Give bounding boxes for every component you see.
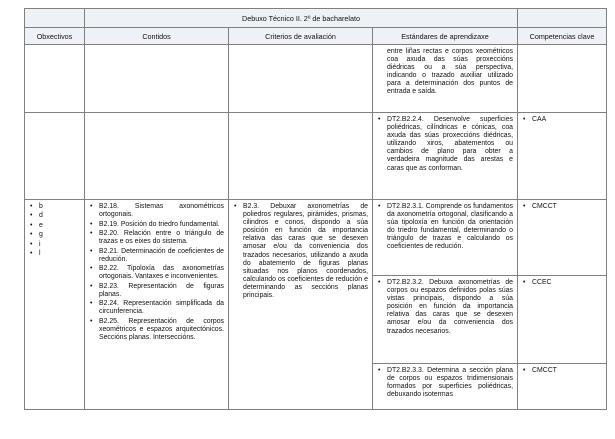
- title-spacer: [25, 9, 85, 28]
- curriculum-table: [24, 8, 607, 410]
- standard-cell: entre liñas rectas e corpos xeométricos coa axuda das súas proxeccións diédricas ou a súa perspectiva, indicando o trazado auxiliar utilizado para a determinación dos puntos de entrada e saída.: [373, 45, 518, 113]
- criterion-item: • B2.3. Debuxar axonometrías de poliedros regulares, pirámides, prismas, cilindros e conos, dispondo a súa posición en función da importancia relativa das caras que se desexen amosar e/ou da conveniencia dos trazados necesarios, utilizando a axuda do abatemento de figuras planas situadas nos planos coordenados, calculando os coeficientes de redución e determinando as seccións planas principais.: [233, 203, 368, 300]
- content-item: • B2.22. Tipoloxía das axonometrías ortogonais. Vantaxes e inconvenientes.: [89, 265, 224, 281]
- objective-item: • i: [29, 241, 80, 249]
- title-row: [25, 9, 607, 28]
- content-item: • B2.24. Representación simplificada da circunferencia.: [89, 300, 224, 316]
- competence-item: • CCEC: [522, 279, 602, 287]
- objective-item: • b: [29, 203, 80, 211]
- table-row: [25, 200, 607, 276]
- competence-cell: [518, 113, 607, 200]
- header-row: [25, 28, 607, 45]
- objective-item: • e: [29, 222, 80, 230]
- criteria-cell: [229, 200, 373, 410]
- content-item: • B2.18. Sistemas axonométricos ortogonais.: [89, 203, 224, 219]
- header-criteria: Criterios de avaliación: [229, 28, 373, 45]
- content-item: • B2.20. Relación entre o triángulo de trazas e os eixes do sistema.: [89, 230, 224, 246]
- header-competences: Competencias clave: [518, 28, 607, 45]
- objectives-cell: [25, 200, 85, 410]
- competence-cell: [518, 364, 607, 410]
- competence-item: • CAA: [522, 116, 602, 124]
- objective-item: • g: [29, 231, 80, 239]
- curriculum-table-wrapper: [24, 8, 607, 410]
- competence-cell: [518, 276, 607, 364]
- standard-item: • DT2.B2.3.2. Debuxa axonometrías de corpos ou espazos definidos polas súas vistas principais, dispondo a súa posición en función da importancia relativa das caras que se desexen amosar e/ou da conveniencia dos trazados necesarios.: [377, 279, 513, 336]
- content-item: • B2.21. Determinación de coeficientes de redución.: [89, 248, 224, 264]
- competence-cell: [518, 200, 607, 276]
- standard-cell: [373, 113, 518, 200]
- objective-item: • l: [29, 250, 80, 258]
- content-item: • B2.25. Representación de corpos xeométricos e espazos arquitectónicos. Seccións planas. Interseccións.: [89, 318, 224, 342]
- competence-item: • CMCCT: [522, 203, 602, 211]
- standard-item: • DT2.B2.3.1. Comprende os fundamentos da axonometría ortogonal, clasificando a súa tipoloxía en función da orientación do triedro fundamental, determinando o triángulo de trazas e calculando os coeficientes de redución.: [377, 203, 513, 252]
- content-item: • B2.19. Posición do triedro fundamental.: [89, 221, 224, 229]
- standard-item: • DT2.B2.2.4. Desenvolve superficies poliédricas, cilíndricas e cónicas, coa axuda das súas proxeccións diédricas, utilizando xiros, abatementos ou cambios de plano para obter a verdadeira magnitude das arestas e caras que as conforman.: [377, 116, 513, 173]
- header-contents: Contidos: [85, 28, 229, 45]
- header-standards: Estándares de aprendizaxe: [373, 28, 518, 45]
- standard-cell: [373, 200, 518, 276]
- table-title: Debuxo Técnico II. 2º de bacharelato: [85, 9, 518, 28]
- contents-cell: [85, 200, 229, 410]
- standard-item: • DT2.B2.3.3. Determina a sección plana de corpos ou espazos tridimensionais formados por superficies poliédricas, debuxando isotermas: [377, 367, 513, 399]
- content-item: • B2.23. Representación de figuras planas.: [89, 283, 224, 299]
- table-row: [25, 113, 607, 200]
- objective-item: • d: [29, 212, 80, 220]
- standard-cell: [373, 364, 518, 410]
- competence-item: • CMCCT: [522, 367, 602, 375]
- header-objectives: Obxectivos: [25, 28, 85, 45]
- title-spacer-right: [518, 9, 607, 28]
- table-row: [25, 45, 607, 113]
- standard-cell: [373, 276, 518, 364]
